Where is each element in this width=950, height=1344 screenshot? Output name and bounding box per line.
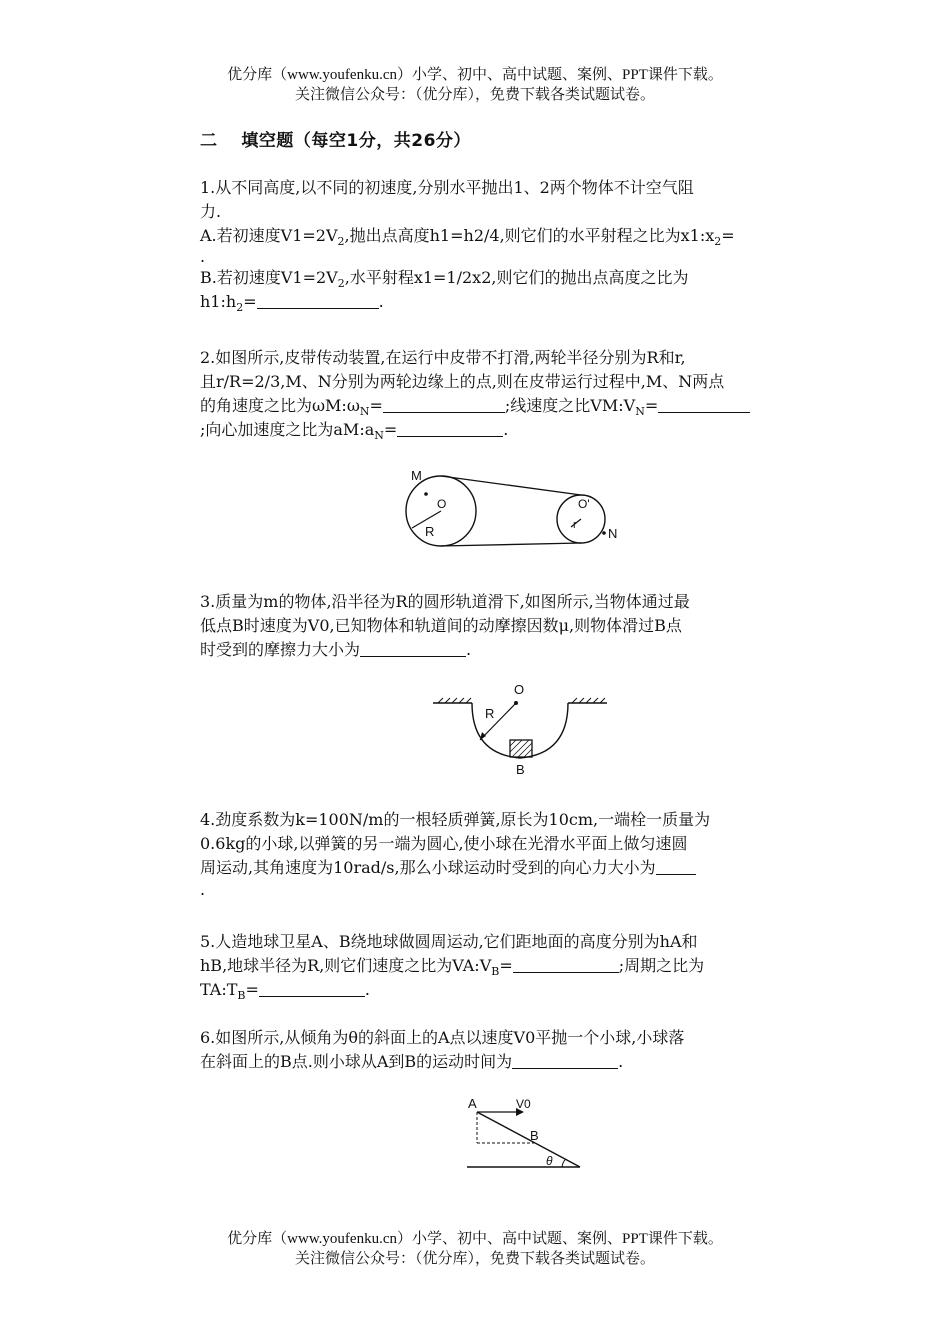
label-o: O: [514, 682, 525, 697]
label-m: M: [411, 468, 422, 483]
q3-line3: 时受到的摩擦力大小为 .: [200, 640, 472, 659]
belt-drive-figure: [395, 466, 635, 566]
q6-line1: 6.如图所示,从倾角为θ的斜面上的A点以速度V0平抛一个小球,小球落: [200, 1028, 685, 1047]
point-n-dot: [602, 531, 606, 535]
question-5: [200, 930, 800, 1002]
page-footer-line2: 关注微信公众号：（优分库），免费下载各类试题试卷。: [294, 1251, 655, 1267]
answer-blank[interactable]: [259, 980, 365, 997]
q1-part-a: A.若初速度$V1=2V_2$,抛出点高度h1=h2/4,则它们的水平射程之比为$x1:x_2=$: [200, 226, 735, 248]
answer-blank[interactable]: [656, 858, 696, 875]
page-footer-line1: 优分库（www.youfenku.cn）小学、初中、高中试题、案例、PPT课件下载。: [227, 1231, 723, 1247]
belt-top: [441, 476, 581, 495]
page-header-line2: 关注微信公众号：（优分库），免费下载各类试题试卷。: [294, 87, 655, 103]
question-3: [200, 590, 800, 662]
label-o-prime: O': [578, 497, 590, 511]
label-b: B: [516, 762, 525, 777]
answer-blank[interactable]: [383, 396, 505, 413]
q1-part-a-dot: .: [200, 247, 206, 266]
answer-blank[interactable]: [360, 640, 466, 657]
block-hatch: [510, 740, 532, 757]
q4-line2: 0.6kg的小球,以弹簧的另一端为圆心,使小球在光滑水平面上做匀速圆: [200, 834, 688, 853]
label-o: O: [437, 497, 447, 511]
label-r-large: R: [425, 524, 435, 539]
q5-line3: $TA:T_B=$ .: [200, 980, 371, 1002]
label-n: N: [608, 526, 618, 541]
q1-line2: 力.: [200, 202, 222, 221]
q1-part-b: B.若初速度$V1=2V_2$,水平射程x1=1/2x2,则它们的抛出点高度之比为: [200, 268, 689, 290]
answer-blank[interactable]: [658, 396, 750, 413]
q6-line2: 在斜面上的B点.则小球从A到B的运动时间为 .: [200, 1052, 624, 1071]
q5-line2: hB,地球半径为R,则它们速度之比为$VA:V_B=$ ;周期之比为: [200, 956, 705, 978]
label-b: B: [530, 1128, 539, 1143]
angle-arc: [562, 1159, 566, 1167]
point-m-dot: [424, 492, 428, 496]
q2-line4: ;向心加速度之比为$aM:a_N=$ .: [200, 420, 509, 442]
q1-line1: 1.从不同高度,以不同的初速度,分别水平抛出1、2两个物体不计空气阻: [200, 178, 694, 197]
center-o-dot: [514, 701, 518, 705]
page-header-line1: 优分库（www.youfenku.cn）小学、初中、高中试题、案例、PPT课件下载。: [227, 67, 723, 83]
answer-blank[interactable]: [397, 420, 503, 437]
label-v0: V0: [516, 1097, 531, 1111]
belt-bottom: [441, 543, 581, 546]
q2-line1: 2.如图所示,皮带传动装置,在运行中皮带不打滑,两轮半径分别为R和r,: [200, 348, 686, 367]
label-r: R: [485, 706, 495, 721]
incline-line: [477, 1112, 580, 1167]
answer-blank[interactable]: [257, 292, 379, 309]
answer-blank[interactable]: [513, 956, 619, 973]
label-r-small: r: [573, 519, 577, 531]
q1-part-b-answer: $h1:h_2=$ .: [200, 292, 384, 314]
q4-line4: .: [200, 880, 206, 899]
q3-line1: 3.质量为m的物体,沿半径为R的圆形轨道滑下,如图所示,当物体通过最: [200, 592, 690, 611]
answer-blank[interactable]: [512, 1052, 618, 1069]
q2-line3: 的角速度之比为$\omega M:\omega_N=$ ;线速度之比$VM:V_N=$: [200, 394, 800, 418]
incline-figure: [462, 1094, 592, 1174]
label-a: A: [468, 1096, 477, 1111]
q4-line3: 周运动,其角速度为10rad/s,那么小球运动时受到的向心力大小为: [200, 856, 800, 880]
radius-arrowhead: [480, 732, 486, 740]
question-6: [200, 1026, 800, 1074]
q3-line2: 低点B时速度为V0,已知物体和轨道间的动摩擦因数μ,则物体滑过B点: [200, 616, 682, 635]
q2-line2: 且r/R=2/3,M、N分别为两轮边缘上的点,则在皮带运行过程中,M、N两点: [200, 372, 725, 391]
question-1: [200, 176, 800, 314]
question-2: [200, 346, 800, 442]
section-title: 二 填空题（每空1分，共26分）: [200, 131, 471, 151]
circular-track-figure: [430, 682, 610, 782]
q5-line1: 5.人造地球卫星A、B绕地球做圆周运动,它们距地面的高度分别为hA和: [200, 932, 698, 951]
label-theta: θ: [546, 1154, 553, 1168]
question-4: [200, 808, 800, 900]
ground-hatch: [438, 698, 605, 703]
q4-line1: 4.劲度系数为k=100N/m的一根轻质弹簧,原长为10cm,一端栓一质量为: [200, 810, 711, 829]
